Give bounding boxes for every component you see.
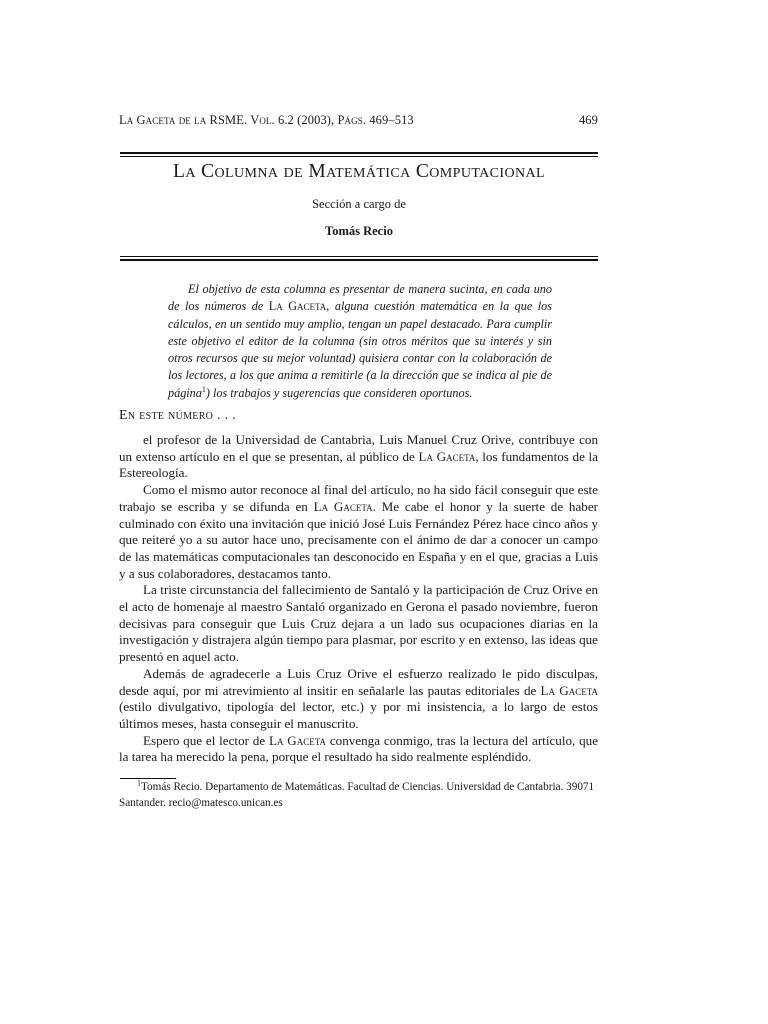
- paragraph-4: [119, 666, 598, 733]
- journal-details: . Vol. 6.2 (2003), Págs. 469–513: [243, 113, 414, 127]
- paragraph-text: , los fundamentos de la Estereología.: [119, 448, 598, 481]
- paragraph-text: Espero que el lector de: [143, 732, 269, 748]
- article-body: [119, 432, 598, 766]
- paragraph-3: La triste circunstancia del fallecimiento de Santaló y la participación de Cruz Orive en el acto de homenaje al maestro Santaló organizado en Gerona el pasado noviembre, fueron decisivas para conseguir que Luis Cruz dejara a un lado sus ocupaciones diarias en la investigación y distrajera algún tiempo para plasmar, por escrito y en extenso, las ideas que presentó en aquel acto.: [119, 582, 598, 665]
- paragraph-text: (estilo divulgativo, tipología del lector, etc.) y por mi insistencia, a lo largo de estos últimos meses, hasta conseguir el manuscrito.: [119, 699, 598, 731]
- title-rule-top-thick: [120, 152, 598, 154]
- title-rule-top-thin: [120, 156, 598, 157]
- journal-citation: [119, 113, 414, 128]
- section-editor-name: Tomás Recio: [325, 224, 393, 238]
- journal-name-inline: La Gaceta: [418, 448, 476, 464]
- footnote-rule: [120, 778, 176, 779]
- journal-name-inline: La Gaceta: [268, 732, 327, 748]
- abstract-text-2: , alguna cuestión matemática en la que los cálculos, en un sentido muy amplio, tengan un papel destacado. Para cumplir este objetivo el editor de la columna (sin otros méritos que su interés y sin otros recursos que su mejor voluntad) quisiera contar con la colaboración de los lectores, a los que anima a remitirle (a la dirección que se indica al pie de página: [168, 299, 552, 400]
- page-number: 469: [578, 113, 598, 127]
- section-heading: En este número . . .: [119, 408, 236, 423]
- journal-name: La Gaceta de la RSME: [119, 113, 244, 127]
- footnote-text: Tomás Recio. Departamento de Matemáticas. Facultad de Ciencias. Universidad de Cantabria. 39071 Santander. recio@matesco.unican.es: [119, 781, 595, 809]
- paragraph-text: convenga conmigo, tras la lectura del artículo, que la tarea ha merecido la pena, porque el resultado ha sido realmente espléndido.: [119, 732, 599, 765]
- abstract-journal-name: La Gaceta: [268, 299, 327, 314]
- paragraph-text: Como el mismo autor reconoce al final del artículo, no ha sido fácil conseguir que este trabajo se escriba y se difunda en: [119, 482, 598, 514]
- running-header: [119, 113, 598, 128]
- paragraph-1: [119, 432, 598, 482]
- footnote: [119, 780, 598, 811]
- paragraph-text: el profesor de la Universidad de Cantabria, Luis Manuel Cruz Orive, contribuye con un extenso artículo en el que se presentan, al público de: [119, 432, 598, 464]
- journal-name-inline: La Gaceta: [313, 498, 373, 514]
- footnote-number: 1: [137, 778, 141, 788]
- column-title: La Columna de Matemática Computacional: [173, 161, 545, 182]
- title-rule-bottom-thin: [120, 256, 598, 257]
- paragraph-5: [119, 733, 598, 766]
- paragraph-text: Además de agradecerle a Luis Cruz Orive el esfuerzo realizado le pido disculpas, desde aquí, por mi atrevimiento al insitir en señalarle las pautas editoriales de: [119, 665, 598, 698]
- paragraph-2: [119, 482, 598, 582]
- title-rule-bottom-thick: [120, 259, 598, 261]
- abstract: [168, 281, 552, 402]
- section-editor-label: Sección a cargo de: [312, 197, 406, 211]
- abstract-text-1: El objetivo de esta columna es presentar de manera sucinta, en cada uno de los números de: [168, 282, 552, 314]
- paragraph-text: . Me cabe el honor y la suerte de haber culminado con éxito una invitación que inició José Luis Fernández Pérez hace cinco años y que reiteré yo a su autor hace uno, precisamente con el ánimo de dar a conocer un campo de las matemáticas computacionales tan desconocido en España y en el que, gracias a Luis y a sus colaboradores, destacamos tanto.: [119, 498, 598, 581]
- footnote-marker: 1: [201, 384, 206, 394]
- journal-name-inline: La Gaceta: [540, 682, 598, 698]
- abstract-text-3: ) los trabajos y sugerencias que consideren oportunos.: [205, 385, 473, 400]
